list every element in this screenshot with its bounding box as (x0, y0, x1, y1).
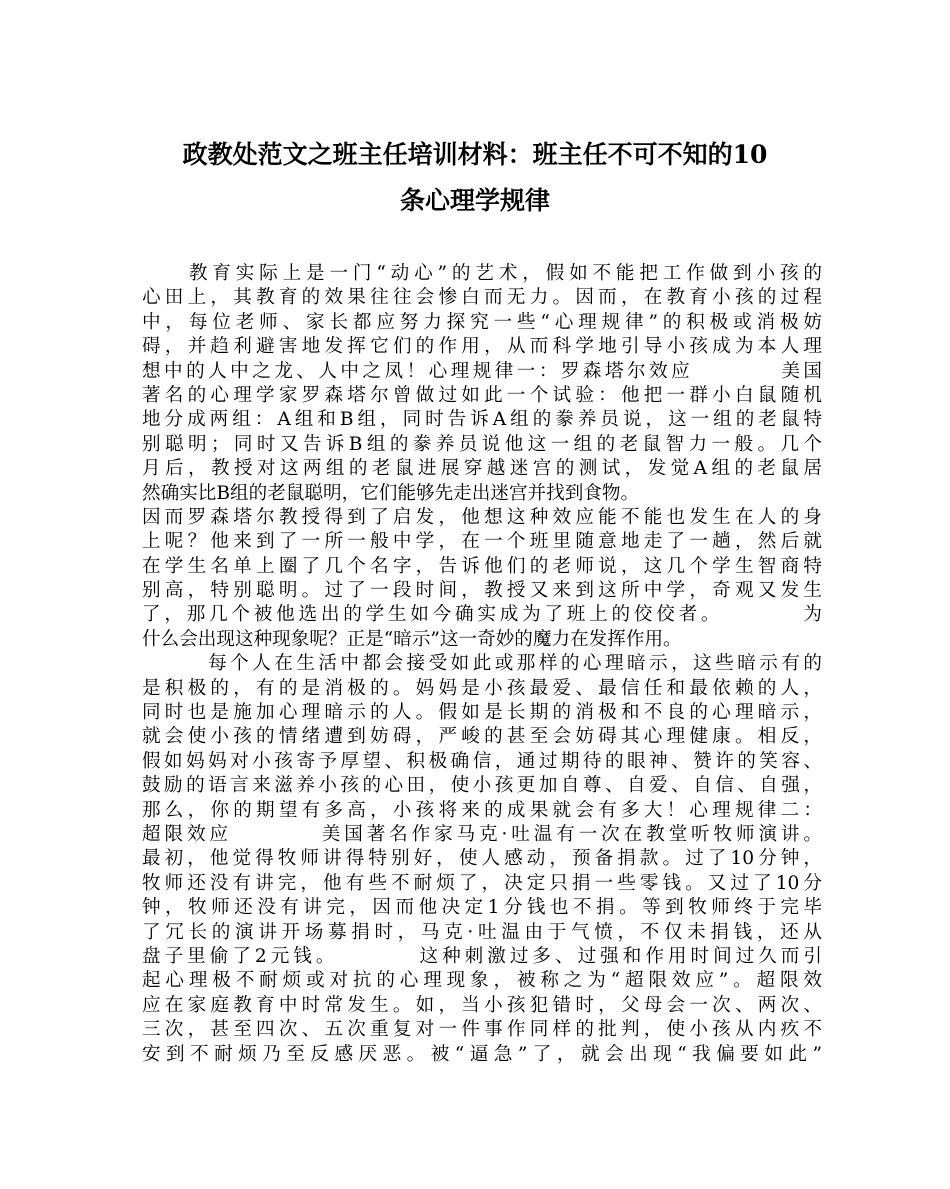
body-line: 地分成两组：A组和B组，同时告诉A组的豢养员说，这一组的老鼠特 (142, 409, 822, 431)
body-line: 碍，并趋利避害地发挥它们的作用，从而科学地引导小孩成为本人理 (142, 336, 822, 358)
body-line: 然确实比B组的老鼠聪明，它们能够先走出迷宫并找到食物。 (142, 482, 640, 504)
document-title-line-2: 条心理学规律 (399, 186, 550, 215)
body-line: 别高，特别聪明。过了一段时间，教授又来到这所中学，奇观又发生 (142, 580, 822, 602)
body-line: 别聪明；同时又告诉B组的豢养员说他这一组的老鼠智力一般。几个 (142, 433, 822, 455)
body-line: 盘子里偷了2元钱。 这种刺激过多、过强和作用时间过久而引 (142, 945, 822, 967)
body-line: 著名的心理学家罗森塔尔曾做过如此一个试验：他把一群小白鼠随机 (142, 384, 822, 406)
body-line: 同时也是施加心理暗示的人。假如是长期的消极和不良的心理暗示， (142, 702, 822, 724)
body-line: 假如妈妈对小孩寄予厚望、积极确信，通过期待的眼神、赞许的笑容、 (142, 750, 822, 772)
body-line: 超限效应 美国著名作家马克·吐温有一次在教堂听牧师演讲。 (142, 823, 822, 845)
body-line: 了冗长的演讲开场募捐时，马克·吐温由于气愤，不仅未捐钱，还从 (142, 921, 822, 943)
body-line: 起心理极不耐烦或对抗的心理现象，被称之为“超限效应”。超限效 (142, 970, 822, 992)
body-line: 了，那几个被他选出的学生如今确实成为了班上的佼佼者。 为 (142, 604, 822, 626)
body-line: 就会使小孩的情绪遭到妨碍，严峻的甚至会妨碍其心理健康。相反， (142, 726, 822, 748)
body-line: 想中的人中之龙、人中之凤！心理规律一：罗森塔尔效应 美国 (142, 360, 822, 382)
body-line: 什么会出现这种现象呢？正是“暗示”这一奇妙的魔力在发挥作用。 (142, 628, 682, 650)
body-line: 鼓励的语言来滋养小孩的心田，使小孩更加自尊、自爱、自信、自强， (142, 775, 822, 797)
body-line: 因而罗森塔尔教授得到了启发，他想这种效应能不能也发生在人的身 (142, 506, 822, 528)
body-line: 月后，教授对这两组的老鼠进展穿越迷宫的测试，发觉A组的老鼠居 (142, 458, 822, 480)
body-line: 牧师还没有讲完，他有些不耐烦了，决定只捐一些零钱。又过了10分 (142, 872, 822, 894)
body-line: 中，每位老师、家长都应努力探究一些“心理规律”的积极或消极妨 (142, 311, 822, 333)
body-line: 上呢？他来到了一所一般中学，在一个班里随意地走了一趟，然后就 (142, 531, 822, 553)
document-title-line-1: 政教处范文之班主任培训材料：班主任不可不知的10 (182, 140, 768, 169)
body-line: 是积极的，有的是消极的。妈妈是小孩最爱、最信任和最依赖的人， (142, 677, 822, 699)
body-line: 教育实际上是一门“动心”的艺术，假如不能把工作做到小孩的 (142, 263, 822, 284)
body-line: 心田上，其教育的效果往往会惨白而无力。因而，在教育小孩的过程 (142, 287, 822, 309)
body-line: 每个人在生活中都会接受如此或那样的心理暗示，这些暗示有的 (142, 653, 822, 675)
body-line: 钟，牧师还没有讲完，因而他决定1分钱也不捐。等到牧师终于完毕 (142, 897, 822, 919)
body-line: 那么，你的期望有多高，小孩将来的成果就会有多大！心理规律二： (142, 799, 822, 821)
body-line: 在学生名单上圈了几个名字，告诉他们的老师说，这几个学生智商特 (142, 555, 822, 577)
body-line: 三次，甚至四次、五次重复对一件事作同样的批判，使小孩从内疚不 (142, 1019, 822, 1041)
body-line: 应在家庭教育中时常发生。如，当小孩犯错时，父母会一次、两次、 (142, 994, 822, 1016)
document-body (142, 262, 822, 1067)
body-line: 安到不耐烦乃至反感厌恶。被“逼急”了，就会出现“我偏要如此” (142, 1043, 822, 1065)
body-line: 最初，他觉得牧师讲得特别好，使人感动，预备捐款。过了10分钟， (142, 848, 822, 870)
